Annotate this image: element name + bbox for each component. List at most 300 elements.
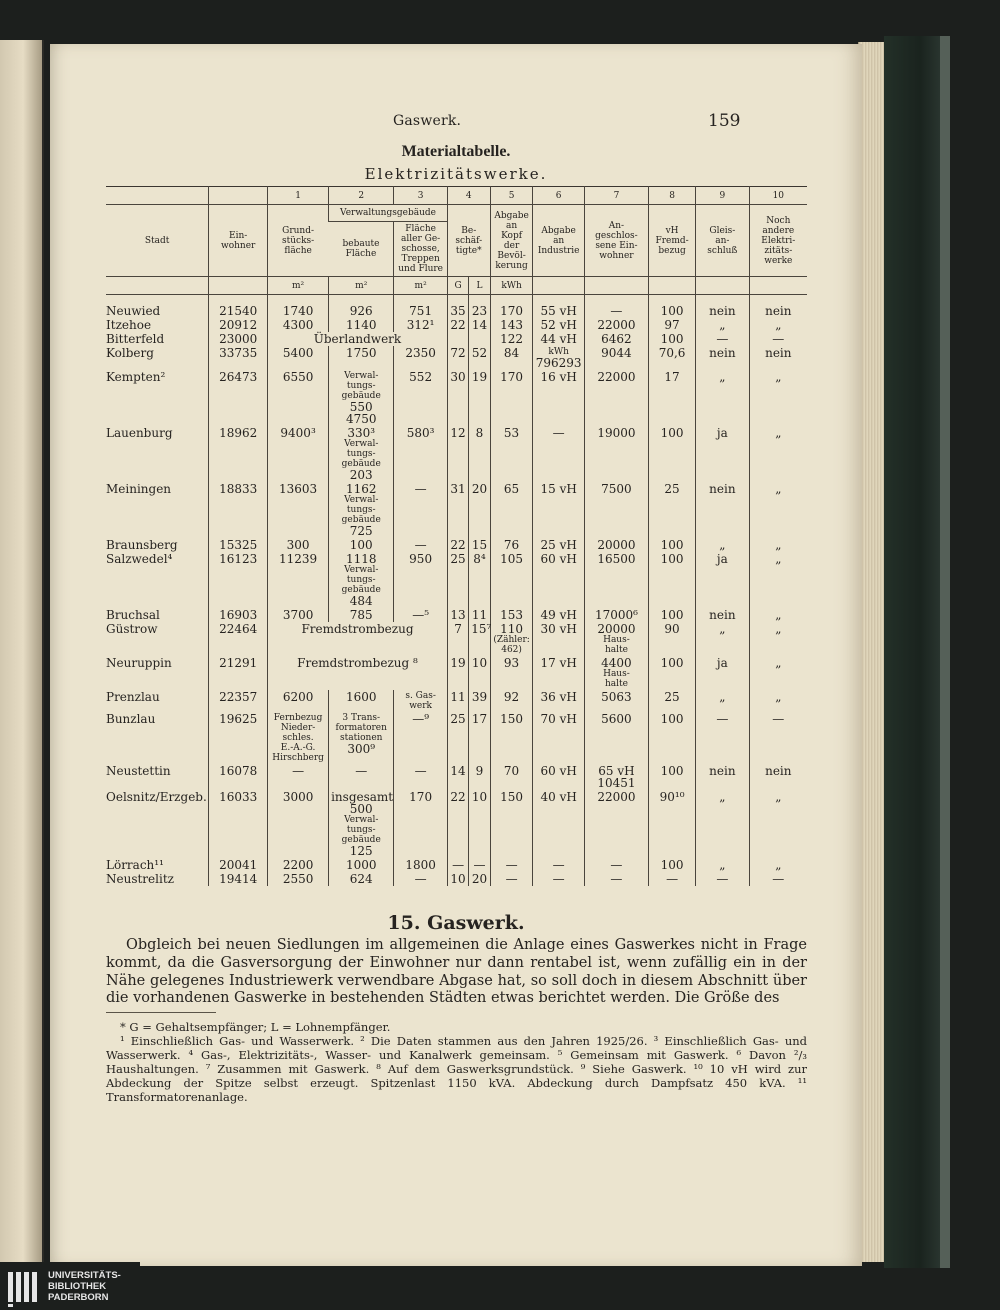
header-col-number: 5 [490,187,533,205]
cell-abgabe-kopf: 150 [490,790,533,858]
cell-einwohner: 22357 [209,690,268,712]
cell-gehaltsempfaenger: 13 [447,608,468,622]
section-title: 15. Gaswerk. [387,912,525,934]
header-abgabe-kopf: Abgabe an Kopf der Bevöl- kerung [490,205,533,277]
cell-gleisanschluss: „ [696,538,750,552]
header-beschaeftigte: Be- schäf- tigte* [447,205,490,277]
cell-bebaute-flaeche: 330³ Verwal- tungs- gebäude 203 [329,426,394,482]
cell-gleisanschluss: — [696,712,750,764]
cell-flaeche-aller: — [394,764,448,790]
cell-grundstuecksflaeche: 4300 [268,318,329,332]
cell-abgabe-kopf: 105 [490,552,533,608]
header-col-number: 10 [749,187,807,205]
cell-bebaute-flaeche [329,370,394,426]
cell-bebaute-flaeche: 785 [329,608,394,622]
cell-grundstuecksflaeche [268,712,329,764]
cell-stadt: Bruchsal [106,608,160,622]
cell-bebaute-value-2: 203 [349,468,373,482]
unit-blank [533,277,584,295]
header-number-row [106,187,807,205]
cell-grundstuecksflaeche: 6550 [268,370,329,426]
cell-gleisanschluss: nein [696,295,750,319]
cell-angeschlossene: 6462 [584,332,648,346]
cell-flaeche-aller: 1800 [394,858,448,872]
cell-bebaute-flaeche: 1600 [329,690,394,712]
cell-einwohner: 20041 [209,858,268,872]
cell-einwohner: 22464 [209,622,268,656]
cell-einwohner: 16123 [209,552,268,608]
cell-stadt: Braunsberg [106,538,178,552]
header-noch-andere: Noch andere Elektri- zitäts- werke [749,205,807,277]
cell-bebaute-flaeche: insgesamt 500 Verwal- tungs- gebäude 125 [329,790,394,858]
cell-einwohner: 21291 [209,656,268,690]
cell-lohnempfaenger: 20 [469,872,490,886]
cell-einwohner: 26473 [209,370,268,426]
header-col-number: 6 [533,187,584,205]
cell-einwohner: 16078 [209,764,268,790]
cell-gehaltsempfaenger: 30 [447,370,468,426]
cell-spanned-note: Fremdstrombezug ⁸ [268,656,448,690]
cell-abgabe-industrie: 17 vH [533,656,584,690]
cell-einwohner: 15325 [209,538,268,552]
cell-stadt: Bunzlau [106,712,156,726]
cell-einwohner: 18962 [209,426,268,482]
cell-bebaute-value-2: 725 [349,524,373,538]
cell-angeschlossene: 22000 [584,370,648,426]
cell-bebaute-value-2: 484 [349,594,373,608]
cell-einwohner: 19625 [209,712,268,764]
cell-angeschlossene: 7500 [584,482,648,538]
cell-angeschlossene: 9044 [584,346,648,370]
header-gleisanschluss: Gleis- an- schluß [696,205,750,277]
table-row [106,295,807,319]
cell-gleisanschluss: ja [696,552,750,608]
cell-noch-andere: — [749,712,807,764]
cell-flaeche-aller: — [394,538,448,552]
header-units-row [106,277,807,295]
cell-angeschlossene: 22000 [584,790,648,858]
cell-grundstuecksflaeche: 2550 [268,872,329,886]
cell-lohnempfaenger: 19 [469,370,490,426]
cell-kwh-note: kWh [548,347,569,357]
cell-verwaltung-note: Verwal- tungs- gebäude [341,815,381,845]
cell-abgabe-industrie: 15 vH [533,482,584,538]
header-grundstuecksflaeche: Grund- stücks- fläche [268,205,329,277]
cell-stadt: Meiningen [106,482,172,496]
table-row [106,790,807,858]
cell-lohnempfaenger: 23 [469,295,490,319]
table-row [106,872,807,886]
cell-stadt: Neuruppin [106,656,172,670]
cell-noch-andere: — [749,332,807,346]
header-stadt: Stadt [144,235,170,246]
cell-fremdbezug: 100 [649,608,696,622]
cell-flaeche-note: s. Gas- werk [405,691,436,711]
cell-gehaltsempfaenger [447,332,468,346]
unit-gehalt: G [447,277,468,295]
cell-stadt: Bitterfeld [106,332,165,346]
cell-verwaltung-note: Verwal- tungs- gebäude [341,439,381,469]
cell-stadt: Güstrow [106,622,158,636]
cell-gehaltsempfaenger: 22 [447,790,468,858]
left-page-edge [0,40,44,1268]
cell-bebaute-flaeche: 100 [329,538,394,552]
cell-gehaltsempfaenger: 10 [447,872,468,886]
cell-einwohner: 18833 [209,482,268,538]
cell-lohnempfaenger: 17 [469,712,490,764]
cell-bebaute-flaeche: 1750 [329,346,394,370]
header-num-blank [106,187,209,205]
header-fremdbezug: vH Fremd- bezug [649,205,696,277]
library-name-line3: PADERBORN [48,1292,109,1303]
table-row [106,656,807,690]
cell-noch-andere: „ [749,656,807,690]
cell-abgabe-industrie: 44 vH [533,332,584,346]
cell-gehaltsempfaenger: 22 [447,538,468,552]
cell-angeschlossene: 65 vH 10451 [584,764,648,790]
cell-spanned-note: Fremdstrombezug [268,622,448,656]
cell-haushalte-note: Haus- halte [603,669,630,689]
cell-gleisanschluss: „ [696,790,750,858]
cell-lohnempfaenger: 8 [469,426,490,482]
table-row [106,426,807,482]
cell-abgabe-kopf: 150 [490,712,533,764]
cell-fremdbezug: — [649,872,696,886]
cell-gleisanschluss: nein [696,482,750,538]
header-col-number: 1 [268,187,329,205]
cell-grundstuecksflaeche: 1740 [268,295,329,319]
table-row [106,538,807,552]
cell-stadt: Neuwied [106,304,161,318]
cell-lohnempfaenger: 14 [469,318,490,332]
unit-bebaute: m² [329,277,394,295]
cell-gleisanschluss: ja [696,426,750,482]
cell-fremdbezug: 100 [649,712,696,764]
book-cover-edge [940,36,950,1268]
cell-fremdbezug: 25 [649,482,696,538]
cell-grundstuecksflaeche: 11239 [268,552,329,608]
cell-noch-andere: nein [749,295,807,319]
cell-abgabe-kopf: 153 [490,608,533,622]
cell-fremdbezug: 25 [649,690,696,712]
cell-bebaute-value-2: 300⁹ [347,742,376,756]
cell-fremdbezug: 100 [649,332,696,346]
cell-noch-andere: nein [749,346,807,370]
cell-lohnempfaenger: 20 [469,482,490,538]
cell-angeschlossene: 22000 [584,318,648,332]
cell-grundstuecksflaeche: 5400 [268,346,329,370]
table-row [106,622,807,656]
cell-flaeche-aller: 580³ [394,426,448,482]
cell-zaehler-note: (Zähler: 462) [493,635,530,655]
unit-blank [106,277,209,295]
header-col-number: 4 [447,187,490,205]
cell-einwohner: 21540 [209,295,268,319]
cell-flaeche-aller: 950 [394,552,448,608]
cell-gehaltsempfaenger: 35 [447,295,468,319]
cell-abgabe-kopf: 84 [490,346,533,370]
library-logo [0,1262,140,1310]
cell-abgabe-industrie: 25 vH [533,538,584,552]
header-col-number: 3 [394,187,448,205]
cell-lohnempfaenger: 9 [469,764,490,790]
cell-stadt: Salzwedel⁴ [106,552,173,566]
cell-gehaltsempfaenger: 14 [447,764,468,790]
cell-abgabe-industrie: 52 vH [533,318,584,332]
cell-gleisanschluss: „ [696,622,750,656]
page-stack-edge [858,42,885,1262]
cell-angeschlossene-value-2: 10451 [597,776,636,790]
cell-stadt: Neustettin [106,764,171,778]
header-einwohner: Ein- wohner [209,205,268,277]
table-title: Materialtabelle. [401,143,511,160]
cell-abgabe-kopf: 92 [490,690,533,712]
cell-grundstuecksflaeche: 9400³ [268,426,329,482]
cell-gehaltsempfaenger: 7 [447,622,468,656]
cell-grundstuecksflaeche: — [268,764,329,790]
cell-angeschlossene: — [584,858,648,872]
cell-gleisanschluss: nein [696,764,750,790]
cell-gleisanschluss: „ [696,690,750,712]
cell-gehaltsempfaenger: 72 [447,346,468,370]
cell-abgabe-kopf: 122 [490,332,533,346]
cell-fremdbezug: 100 [649,295,696,319]
cell-noch-andere: „ [749,858,807,872]
cell-einwohner: 33735 [209,346,268,370]
table-row [106,608,807,622]
cell-einwohner: 20912 [209,318,268,332]
header-group-row [106,205,807,222]
header-angeschlossene: An- geschlos- sene Ein- wohner [584,205,648,277]
cell-fremdbezug: 100 [649,764,696,790]
table-subtitle: Elektrizitätswerke. [364,165,548,183]
cell-gehaltsempfaenger: 19 [447,656,468,690]
header-bebaute-flaeche: bebaute Fläche [342,239,380,259]
unit-grund: m² [268,277,329,295]
table-body [106,295,807,893]
cell-einwohner: 16033 [209,790,268,858]
cell-abgabe-kopf: 110 (Zähler: 462) [490,622,533,656]
body-paragraph: Obgleich bei neuen Siedlungen im allgemeinen die Anlage eines Gaswerkes nicht in Frage kommt, da die Gasversorgung der Einwohner nur dann rentabel ist, wenn zufällig ein in der Nähe gelegenes Industriewerk verwendbare Abgase hat, so soll doch in diesem Abschnitt über die vorhandenen Gaswerke in bestehenden Städten etwas berichtet werden. Die Größe des [106,937,807,1007]
cell-abgabe-industrie: 49 vH [533,608,584,622]
cell-bebaute-flaeche: 1162 Verwal- tungs- gebäude 725 [329,482,394,538]
cell-angeschlossene: 17000⁶ [584,608,648,622]
cell-lohnempfaenger: 15⁷ [469,622,490,656]
cell-abgabe-industrie: 60 vH [533,764,584,790]
material-table-wrap [106,186,807,892]
cell-noch-andere: „ [749,426,807,482]
cell-gehaltsempfaenger: 22 [447,318,468,332]
header-col-number: 8 [649,187,696,205]
cell-flaeche-aller: 751 [394,295,448,319]
book-page [50,44,862,1266]
library-logo-icon [4,1268,44,1308]
cell-bebaute-note: Verwal- tungs- gebäude [341,371,381,401]
cell-einwohner: 19414 [209,872,268,886]
table-row [106,764,807,790]
cell-abgabe-kopf: 53 [490,426,533,482]
cell-abgabe-kopf: 65 [490,482,533,538]
cell-abgabe-industrie: 40 vH [533,790,584,858]
cell-fremdbezug: 100 [649,858,696,872]
cell-bebaute-flaeche [329,712,394,764]
cell-flaeche-aller: — [394,482,448,538]
cell-abgabe-kopf: 70 [490,764,533,790]
cell-fremdbezug: 90¹⁰ [649,790,696,858]
cell-fremdbezug: 70,6 [649,346,696,370]
cell-noch-andere: „ [749,790,807,858]
header-verwaltungsgebaeude: Verwaltungsgebäude [329,205,448,222]
cell-abgabe-kopf: 143 [490,318,533,332]
cell-gleisanschluss: „ [696,370,750,426]
header-abgabe-industrie: Abgabe an Industrie [533,205,584,277]
library-name-line1: UNIVERSITÄTS- [48,1270,121,1281]
cell-abgabe-industrie: kWh 796293 [533,346,584,370]
cell-bebaute-flaeche: 1000 [329,858,394,872]
cell-abgabe-kopf: 170 [490,370,533,426]
table-bottom-spacer [106,886,807,892]
table-bottom-spacer-cell [106,886,807,892]
cell-lohnempfaenger: 8⁴ [469,552,490,608]
unit-kwh: kWh [490,277,533,295]
cell-fremdbezug: 97 [649,318,696,332]
cell-abgabe-industrie: 36 vH [533,690,584,712]
header-col-number: 7 [584,187,648,205]
cell-noch-andere: — [749,872,807,886]
cell-noch-andere: „ [749,318,807,332]
footnote-rule [106,1012,216,1013]
table-row [106,552,807,608]
cell-grundstuecksflaeche: 2200 [268,858,329,872]
cell-verwaltung-note: Verwal- tungs- gebäude [341,495,381,525]
cell-angeschlossene: 16500 [584,552,648,608]
cell-lohnempfaenger: 11 [469,608,490,622]
cell-gleisanschluss: nein [696,608,750,622]
cell-stadt: Kempten² [106,370,166,384]
cell-angeschlossene: — [584,295,648,319]
unit-blank [209,277,268,295]
cell-abgabe-kopf: — [490,872,533,886]
cell-lohnempfaenger: 39 [469,690,490,712]
cell-noch-andere: „ [749,622,807,656]
footnote-list: ¹ Einschließlich Gas- und Wasserwerk. ² Die Daten stammen aus den Jahren 1925/26. ³ Einschließlich Gas- und Wasserwerk. ⁴ Gas-, Elektrizitäts-, Wasser- und Kanalwerk gemeinsam. ⁵ Gemeinsam mit Gaswerk. ⁶ Davon ²/₃ Haushaltungen. ⁷ Zusammen mit Gaswerk. ⁸ Auf dem Gaswerksgrundstück. ⁹ Siehe Gaswerk. ¹⁰ 10 vH wird zur Abdeckung der Spitze selbst erzeugt. Spitzenlast 1150 kVA. Abdeckung durch Dampfsatz 450 kVA. ¹¹ Transformatorenanlage. [106,1034,807,1104]
cell-fremdbezug: 100 [649,656,696,690]
cell-gleisanschluss: — [696,872,750,886]
cell-lohnempfaenger: 10 [469,656,490,690]
cell-fremdbezug: 17 [649,370,696,426]
cell-bebaute-note: 3 Trans- formatoren stationen [335,713,387,743]
book-cover [884,36,944,1268]
cell-stadt: Lörrach¹¹ [106,858,164,872]
header-col-number: 9 [696,187,750,205]
cell-stadt: Itzehoe [106,318,152,332]
cell-angeschlossene: 4400 Haus- halte [584,656,648,690]
cell-bebaute-value-2: 550 4750 [345,400,377,426]
cell-gleisanschluss: nein [696,346,750,370]
cell-abgabe-industrie: — [533,426,584,482]
cell-bebaute-flaeche: — [329,764,394,790]
cell-stadt: Lauenburg [106,426,173,440]
cell-grundstuecksflaeche: 13603 [268,482,329,538]
cell-gleisanschluss: „ [696,318,750,332]
cell-gehaltsempfaenger: 12 [447,426,468,482]
cell-flaeche-aller: 312¹ [394,318,448,332]
cell-flaeche-aller: 170 [394,790,448,858]
unit-blank [584,277,648,295]
cell-gehaltsempfaenger: — [447,858,468,872]
page-number: 159 [708,111,741,131]
cell-stadt: Prenzlau [106,690,160,704]
cell-angeschlossene: 5063 [584,690,648,712]
cell-verwaltung-note: Verwal- tungs- gebäude [341,565,381,595]
cell-noch-andere: „ [749,370,807,426]
table-row [106,318,807,332]
cell-stadt: Neustrelitz [106,872,174,886]
unit-blank [749,277,807,295]
cell-abgabe-industrie: 30 vH [533,622,584,656]
cell-angeschlossene: 20000 [584,538,648,552]
cell-grundstuecksflaeche: 3000 [268,790,329,858]
cell-bebaute-flaeche: 926 [329,295,394,319]
cell-abgabe-industrie: 70 vH [533,712,584,764]
cell-abgabe-kopf: — [490,858,533,872]
table-row [106,690,807,712]
cell-flaeche-aller: 2350 [394,346,448,370]
cell-stadt: Kolberg [106,346,154,360]
cell-bebaute-flaeche: 624 [329,872,394,886]
cell-abgabe-kopf: 170 [490,295,533,319]
cell-gleisanschluss: ja [696,656,750,690]
cell-fremdbezug: 100 [649,538,696,552]
cell-grundstuecksflaeche: 300 [268,538,329,552]
table-row [106,370,807,426]
table-row [106,346,807,370]
unit-blank [649,277,696,295]
cell-grund-note: Fernbezug Nieder- schles. E.-A.-G. Hirschberg [272,713,324,763]
cell-lohnempfaenger: 10 [469,790,490,858]
cell-flaeche-aller [394,690,448,712]
header-flaeche-aller: Fläche aller Ge- schosse, Treppen und Flure [394,222,448,277]
cell-fremdbezug: 100 [649,552,696,608]
cell-spanned-note: Überlandwerk [268,332,448,346]
cell-bebaute-flaeche: 1118 Verwal- tungs- gebäude 484 [329,552,394,608]
cell-bebaute-flaeche: 1140 [329,318,394,332]
cell-lohnempfaenger [469,332,490,346]
cell-noch-andere: „ [749,482,807,538]
cell-flaeche-aller: — [394,872,448,886]
running-title: Gaswerk. [393,113,462,129]
footnote-star: * G = Gehaltsempfänger; L = Lohnempfänger. [120,1020,391,1034]
cell-haushalte-note: Haus- halte [603,635,630,655]
cell-bebaute-value-3: 125 [349,844,373,858]
unit-blank [696,277,750,295]
cell-abgabe-industrie: 60 vH [533,552,584,608]
material-table [106,186,807,892]
cell-einwohner: 23000 [209,332,268,346]
cell-abgabe-kopf: 76 [490,538,533,552]
cell-lohnempfaenger: — [469,858,490,872]
cell-fremdbezug: 90 [649,622,696,656]
cell-gehaltsempfaenger: 25 [447,552,468,608]
cell-gehaltsempfaenger: 25 [447,712,468,764]
table-row [106,332,807,346]
cell-noch-andere: nein [749,764,807,790]
cell-flaeche-aller: —⁵ [394,608,448,622]
cell-noch-andere: „ [749,538,807,552]
header-num-blank [209,187,268,205]
cell-abgabe-industrie: — [533,872,584,886]
cell-fremdbezug: 100 [649,426,696,482]
